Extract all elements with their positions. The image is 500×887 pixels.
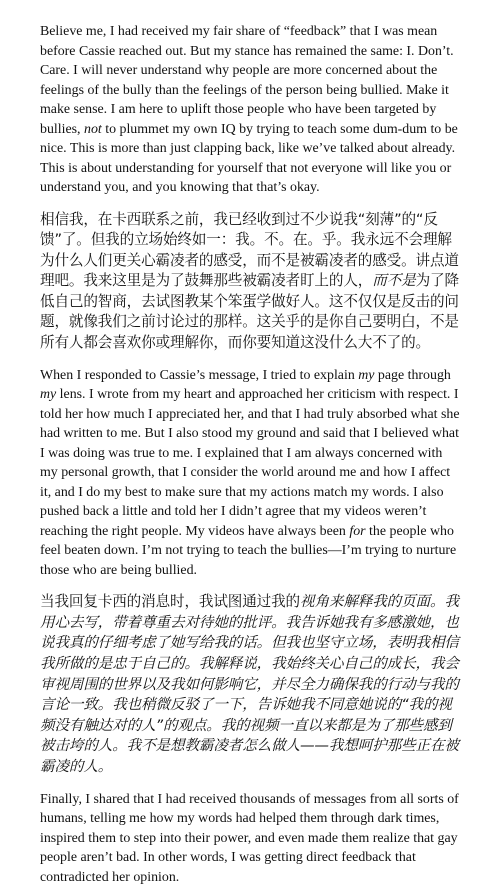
text-run: 相信我，在卡西联系之前，我已经收到过不少说我“刻薄”的“反馈”了。但我的立场始终如一：我。不。在。乎。我永远不会理解为什么人们更关心霸凌者的感受，而不是被霸凌者的感受。讲点道理吧。我来这里是为了鼓舞那些被霸凌者盯上的人， (40, 211, 459, 290)
text-run: lens. I wrote from my heart and approached her criticism with respect. I told her how much I appreciated her, and that I had truly absorbed what she had written to me. But I also stood my ground and said that I believed what I was doing was true to me. I explained that I am always concerned with my personal growth, that I consider the world around me and how I affect it, and I do my best to make sure that my actions match my words. I also pushed back a little and told her I didn’t agree that my videos weren’t reaching the right people. My videos have always been (40, 387, 460, 539)
english-paragraph-3 (40, 790, 460, 887)
emphasis-text: 视角来解释我的页面。我用心去写，带着尊重去对待她的批评。我告诉她我有多感激她，也说我真的仔细考虑了她写给我的话。但我也坚守立场，表明我相信我所做的是忠于自己的。我解释说，我始终关心自己的成长，我会审视周围的世界以及我如何影响它，并尽全力确保我的行动与我的言论一致。我也稍微反驳了一下，告诉她我不同意她说的“我的视频没有触达对的人”的观点。我的视频一直以来都是为了那些感到被击垮的人。我不是想教霸凌者怎么做人——我想呵护那些正在被霸凌的人。 (40, 593, 459, 775)
english-paragraph-2 (40, 366, 460, 581)
text-run: page through (374, 368, 450, 383)
text-run: When I responded to Cassie’s message, I tried to explain (40, 368, 358, 383)
emphasis-text: for (349, 524, 365, 539)
chinese-paragraph-1 (40, 210, 460, 354)
emphasis-text: not (84, 122, 102, 137)
emphasis-text: 而不是 (372, 272, 415, 289)
text-run: 为了降低自己的智商，去试图教某个笨蛋学做好人。这不仅仅是反击的问题，就像我们之前讨论过的那样。这关乎的是你自己要明白，不是所有人都会喜欢你或理解你，而你要知道这没什么大不了的。 (40, 272, 459, 351)
text-run: the people who feel beaten down. I’m not trying to teach the bullies—I’m trying to nurture those who are being bullied. (40, 524, 456, 578)
emphasis-text: my (358, 368, 374, 383)
text-run: Believe me, I had received my fair share of “feedback” that I was mean before Cassie reached out. But my stance has remained the same: I. Don’t. Care. I will never understand why people are more concerned about the feelings of the bully than the feelings of the person being bullied. Make it make sense. I am here to uplift those people who have been targeted by bullies, (40, 24, 454, 137)
english-paragraph-1 (40, 22, 460, 198)
text-run: to plummet my own IQ by trying to teach some dum-dum to be nice. This is more than just clapping back, like we’ve talked about already. This is about understanding for yourself that not everyone will like you or understand you, and you knowing that that’s okay. (40, 122, 458, 196)
chinese-paragraph-2 (40, 592, 460, 777)
text-run: Finally, I shared that I had received thousands of messages from all sorts of humans, telling me how my words had helped them through dark times, inspired them to step into their power, and even made them realize that gay people aren’t bad. In other words, I was getting direct feedback that contradicted her opinion. (40, 792, 459, 885)
emphasis-text: my (40, 387, 56, 402)
text-run: 当我回复卡西的消息时，我试图通过我的 (40, 593, 300, 610)
